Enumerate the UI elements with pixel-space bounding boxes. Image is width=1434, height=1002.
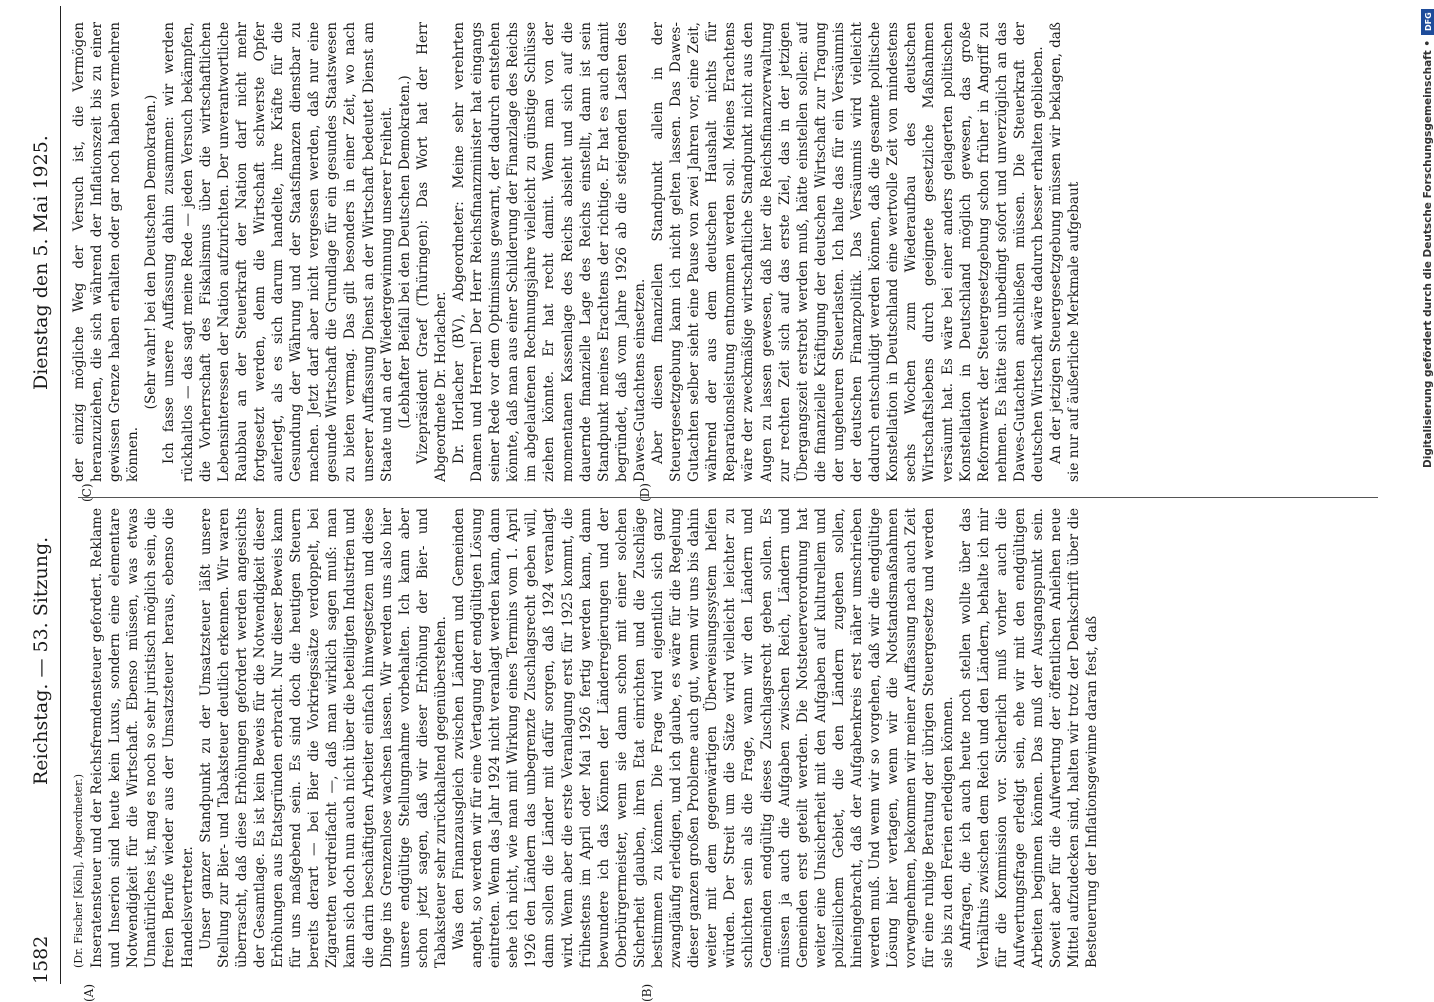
paragraph: An der jetzigen Steuergesetzgebung müssen wir beklagen, daß sie nur auf äußerliche Merkmale aufgebaut <box>1048 22 1083 482</box>
paragraph: Unser ganzer Standpunkt zu der Umsatzsteuer läßt unsere Stellung zur Bier- und Tabaksteuer deutlich erkennen. Wir waren überrascht, daß diese Erhöhungen gefordert werden angesichts der Gesamtlage. Es ist kein Beweis für die Notwendigkeit dieser Erhöhungen aus Etatsgründen erbracht. Nur dieser Beweis kann für uns maßgebend sein. Es sind doch die heutigen Steuern bereits derart — bei Bier die Vorkriegssätze verdoppelt, bei Zigaretten verdreifacht —, daß man wirklich sagen muß: man kann sich doch nun auch nicht über die beteiligten Industrien und die darin beschäftigten Arbeiter einfach hinwegsetzen und diese Dinge ins Grenzenlose wachsen lassen. Wir werden uns also hier unsere endgültige Stellungnahme vorbehalten. Ich kann aber schon jetzt sagen, daß wir dieser Erhöhung der Bier- und Tabaksteuer sehr zurückhaltend gegenüberstehen. <box>197 508 449 968</box>
paragraph: Ich fasse unsere Auffassung dahin zusammen: wir werden rückhaltlos — das sagt meine Rede — jeden Versuch bekämpfen, die Vorherrschaft des Fiskalismus über die wirtschaftlichen Lebensinteressen der Nation aufzurichten. Der unverantwortliche Raubbau an der Steuerkraft der Nation darf nicht mehr fortgesetzt werden, denn die Wirtschaft schwerste Opfer auferlegt, als es sich darum handelte, ihre Kräfte für die Gesundung der Währung und der Staatsfinanzen dienstbar zu machen. Jetzt darf aber nicht vergessen werden, daß nur eine gesunde Wirtschaft die Grundlage für ein gesundes Staatswesen zu bieten vermag. Das gilt besonders in einer Zeit, wo nach unserer Auffassung Dienst an der Wirtschaft bedeutet Dienst am Staate und an der Wiedergewinnung unserer Freiheit. <box>161 22 395 482</box>
page-number: 1582 <box>30 935 52 984</box>
paragraph: der einzig mögliche Weg der Versuch ist, die Vermögen heranzuziehen, die sich während der Inflationszeit bis zu einer gewissen Grenze haben erhalten oder gar noch haben vermehren können. <box>71 22 142 482</box>
rotated-page <box>20 0 1410 1002</box>
dfg-funding-note: Digitalisierung gefördert durch die Deutsche Forschungsgemeinschaft • <box>1422 40 1434 469</box>
paragraph: Was den Finanzausgleich zwischen Ländern und Gemeinden angeht, so werden wir für eine Vertagung der endgültigen Lösung eintreten. Wenn das Jahr 1924 nicht veranlagt werden kann, dann sehe ich nicht, wie man mit Wirkung eines Termins vom 1. April 1926 den Ländern das unbegrenzte Zuschlagsrecht geben will, dann sollen die Länder mit dafür sorgen, daß 1924 veranlagt wird. Wenn aber die erste Veranlagung erst für 1925 kommt, die frühestens im April oder Mai 1926 fertig werden kann, dann bewundere ich das Können der Länderregierungen und der Oberbürgermeister, wenn sie dann schon mit einer solchen Sicherheit glauben, ihren Etat einrichten und die Zuschläge bestimmen zu können. Die Frage wird eigentlich sich ganz zwangläufig erledigen, und ich glaube, es wäre für die Regelung dieser ganzen großen Probleme auch gut, wenn wir uns bis dahin weiter mit dem gegenwärtigen Überweisungssystem helfen würden. Der Streit um die Sätze wird vielleicht leichter zu schlichten sein als die Frage, wann wir den Ländern und Gemeinden endgültig dieses Zuschlagsrecht geben sollen. Es müssen ja auch die Aufgaben zwischen Reich, Ländern und Gemeinden erst geteilt werden. Die Notsteuerverordnung hat weiter eine Unsicherheit mit den Aufgaben auf kulturellem und polizeilichem Gebiet, die den Ländern zugehen sollen, hineingebracht, daß der Aufgabenkreis erst näher umschrieben werden muß. Und wenn wir so vorgehen, daß wir die endgültige Lösung hier vertagen, wenn wir die Notstandsmaßnahmen vorwegnehmen, bekommen wir meiner Auffassung nach auch Zeit für eine ruhige Beratung der übrigen Steuergesetze und werden sie bis zu den Ferien erledigen können. <box>450 508 956 968</box>
left-column <box>70 508 1400 968</box>
dfg-logo: DFG <box>1421 9 1434 35</box>
margin-mark-c: (C) <box>80 483 94 502</box>
interjection: (Lebhafter Beifall bei den Deutschen Demokraten.) <box>396 75 413 429</box>
paragraph: Vizepräsident Graef (Thüringen): Das Wort hat der Herr Abgeordnete Dr. Horlacher. <box>414 22 449 482</box>
speaker-note: (Dr. Fischer [Köln], Abgeordneter.) <box>72 773 85 968</box>
column-separator <box>78 497 1378 498</box>
margin-mark-a: (A) <box>82 983 96 1002</box>
paragraph: Anfragen, die ich auch heute noch stellen wollte über das Verhältnis zwischen dem Reich und den Ländern, behalte ich mir für die Kommission vor. Sicherlich muß vorher auch die Aufwertungsfrage erledigt sein, ehe wir mit den endgültigen Arbeiten beginnen können. Das muß der Ausgangspunkt sein. Soweit aber für die Aufwertung der öffentlichen Anleihen neue Mittel aufzudecken sind, halten wir trotz der Denkschrift über die Besteuerung der Inflationsgewinne daran fest, daß <box>957 508 1101 968</box>
right-column <box>70 22 1400 482</box>
header-rule <box>60 6 61 984</box>
page-date: Dienstag den 5. Mai 1925. <box>30 135 52 390</box>
dfg-sidebar <box>1420 6 1434 996</box>
paragraph: Inseratensteuer und der Reichsfremdensteuer gefordert. Reklame und Inserion sind heute kein Luxus, sondern eine elementare Notwendigkeit für die Wirtschaft. Ebenso müssen, was etwas Unnatürliches ist, mag es noch so sehr juristisch möglich sein, die freien Berufe wieder aus der Umsatzsteuer heraus, ebenso die Handelsvertreter. <box>89 508 196 968</box>
page-title: Reichstag. — 53. Sitzung. <box>30 536 52 785</box>
margin-mark-d: (D) <box>638 483 652 502</box>
page-header <box>30 0 64 990</box>
paragraph: Aber diesen finanziellen Standpunkt allein in der Steuergesetzgebung kann ich nicht gelten lassen. Das Dawes-Gutachten selber sieht eine Pause von zwei Jahren vor, eine Zeit, während der aus dem deutschen Haushalt nichts für Reparationsleistung entnommen werden soll. Meines Erachtens wäre der zweckmäßige wirtschaftliche Standpunkt nicht aus den Augen zu lassen gewesen, daß hier die Reichsfinanzverwaltung zur rechten Zeit sich auf das erste Ziel, das in der jetzigen Übergangszeit erstrebt werden muß, hätte einstellen sollen: auf die finanzielle Kräftigung der deutschen Wirtschaft zur Tragung der ungeheuren Steuerlasten. Ich halte das für ein Versäumnis der deutschen Finanzpolitik. Das Versäumnis wird vielleicht dadurch entschuldigt werden können, daß die gesamte politische Konstellation in Deutschland eine wertvolle Zeit von mindestens sechs Wochen zum Wiederaufbau des deutschen Wirtschaftslebens durch geeignete gesetzliche Maßnahmen versäumt hat. Es wäre bei einer anders gelagerten politischen Konstellation in Deutschland möglich gewesen, das große Reformwerk der Steuergesetzgebung schon früher in Angriff zu nehmen. Es hätte sich unbedingt sofort und unverzüglich an das Dawes-Gutachten anschließen müssen. Die Steuerkraft der deutschen Wirtschaft wäre dadurch besser erhalten geblieben. <box>650 22 1046 482</box>
interjection: (Sehr wahr! bei den Deutschen Demokraten.) <box>143 94 160 410</box>
paragraph: Dr. Horlacher (BV), Abgeordneter: Meine sehr verehrten Damen und Herren! Der Herr Reichsfinanzminister hat eingangs seiner Rede vor dem Optimismus gewarnt, der dadurch entstehen könnte, daß man aus einer Schilderung der Finanzlage des Reichs im abgelaufenen Rechnungsjahre vielleicht zu günstige Schlüsse ziehen könnte. Er hat recht damit. Wenn man von der momentanen Kassenlage des Reichs absieht und sich auf die dauernde finanzielle Lage des Reichs einstellt, dann ist sein Standpunkt meines Erachtens der richtige. Er hat es auch damit begründet, daß vom Jahre 1926 ab die steigenden Lasten des Dawes-Gutachtens einsetzen. <box>450 22 648 482</box>
margin-mark-b: (B) <box>640 983 654 1002</box>
